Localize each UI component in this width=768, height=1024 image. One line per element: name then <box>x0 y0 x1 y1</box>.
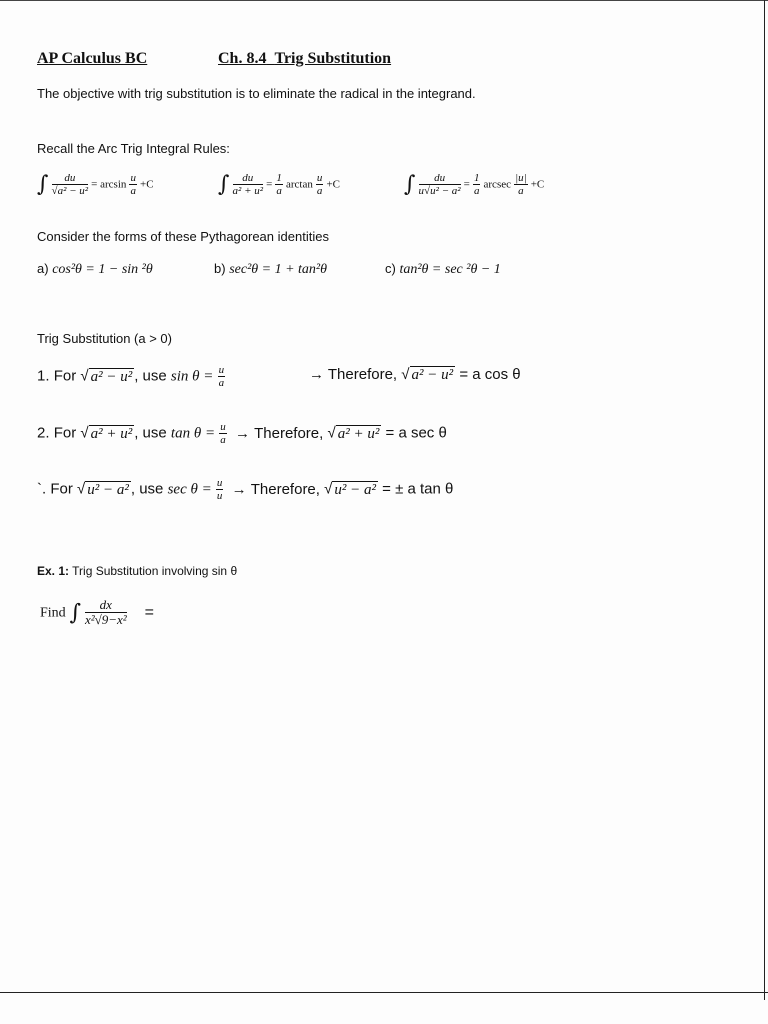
identity-a: a) cos²θ = 1 − sin ²θ <box>37 261 153 277</box>
page-edge-bottom <box>0 992 768 993</box>
arcsin-rule: ∫ $\frac{du}{\text{√a² − u²}}$ = arcsin $\frac{u}{a}$ +C <box>37 172 154 198</box>
objective-text: The objective with trig substitution is to eliminate the radical in the integrand. <box>37 86 476 101</box>
course-title: AP Calculus BC <box>37 50 148 67</box>
identities-heading: Consider the forms of these Pythagorean identities <box>37 229 329 244</box>
substitution-result-1: → Therefore, √ a² − u² = a cos θ <box>309 366 521 383</box>
substitution-row-1: 1. For √ a² − u² , use sin θ = $\frac{u}{a}$ <box>37 364 225 390</box>
integral-sign: ∫ <box>218 172 230 198</box>
rule-fraction: $\frac{du}{\text{√a² − u²}}$ <box>51 172 89 198</box>
arcsec-rule: ∫ $\frac{du}{\text{u√u² − a²}}$ = $\frac{1}{a}$ arcsec $\frac{|u|}{a}$ +C <box>404 172 545 198</box>
page-edge-top <box>0 0 768 1</box>
recall-heading: Recall the Arc Trig Integral Rules: <box>37 141 230 156</box>
substitution-row-2: 2. For √ a² + u² , use tan θ = $\frac{u}{a}$ → Therefore, √ a² + u² = a sec θ <box>37 421 447 447</box>
page-edge-right <box>764 0 765 1000</box>
integral-sign: ∫ <box>37 172 49 198</box>
identity-b: b) sec²θ = 1 + tan²θ <box>214 261 327 277</box>
chapter-number: Ch. 8.4 <box>218 50 267 67</box>
example-problem: Find ∫ $\frac{dx}{\text{x²√9−x²}}$ = <box>40 597 154 628</box>
example-heading: Ex. 1: Trig Substitution involving sin θ <box>37 564 238 578</box>
identity-c: c) tan²θ = sec ²θ − 1 <box>385 261 501 277</box>
integral-sign: ∫ <box>69 600 82 626</box>
chapter-title <box>218 50 391 68</box>
substitution-row-3: `. For √ u² − a² , use sec θ = $\frac{u}{u}$ → Therefore, √ u² − a² = ± a tan θ <box>37 477 454 503</box>
chapter-topic: Trig Substitution <box>274 50 392 67</box>
integral-sign: ∫ <box>404 172 416 198</box>
arctan-rule: ∫ $\frac{du}{\text{a² + u²}}$ = $\frac{1}{a}$ arctan $\frac{u}{a}$ +C <box>218 172 341 198</box>
substitution-heading: Trig Substitution (a > 0) <box>37 331 172 346</box>
